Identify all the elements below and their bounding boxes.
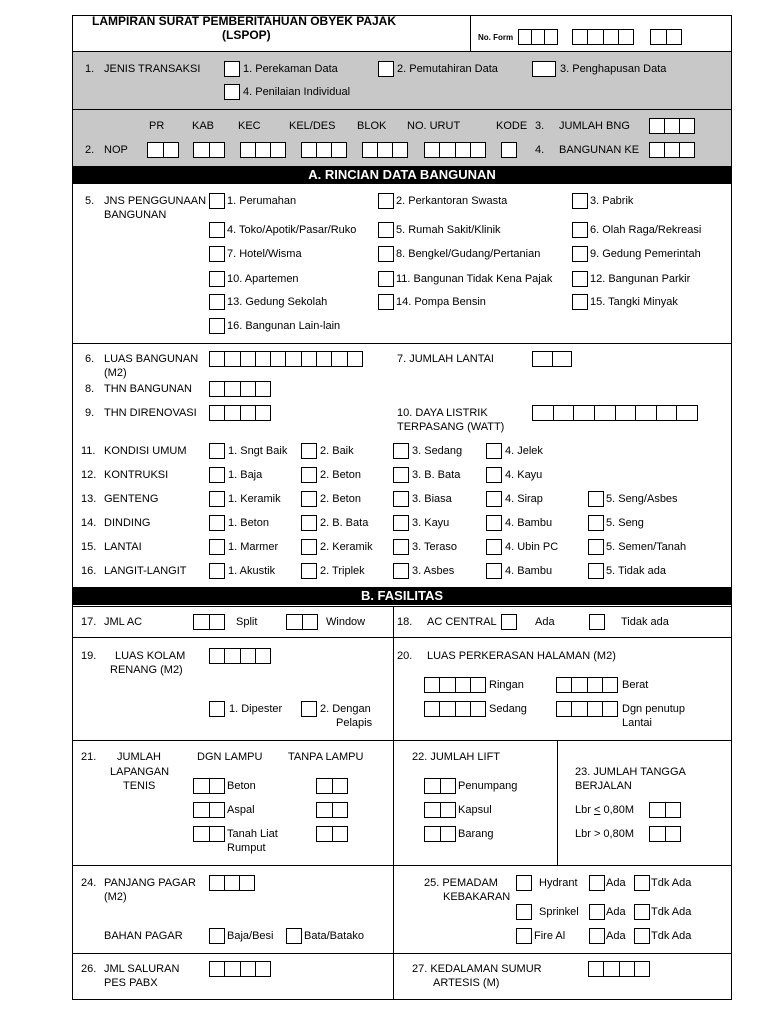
window-label: Window (326, 616, 366, 628)
apartemen-label: 10. Apartemen (227, 273, 299, 285)
option-label: 3. Teraso (412, 541, 458, 553)
option-label: 3. Sedang (412, 445, 463, 457)
berat-label: Berat (622, 679, 649, 691)
pabrik-label: 3. Pabrik (590, 195, 634, 207)
tenis-tanah-lampu-field[interactable] (193, 826, 225, 842)
s6-number: 6. (85, 353, 95, 365)
artesis-label: ARTESIS (M) (433, 977, 500, 989)
option-label: 4. Kayu (505, 469, 543, 481)
option-checkbox[interactable] (486, 563, 502, 579)
option-label: 1. Baja (228, 469, 263, 481)
option-checkbox[interactable] (486, 443, 502, 459)
pes-pabx-label: PES PABX (104, 977, 158, 989)
thn-bangunan-field[interactable] (209, 381, 271, 397)
option-label: 5. Semen/Tanah (606, 541, 687, 553)
s8-number: 8. (85, 383, 95, 395)
hydrant-label: Hydrant (539, 877, 578, 889)
row-label: KONDISI UMUM (104, 445, 187, 457)
gedung-sekolah-label: 13. Gedung Sekolah (227, 296, 328, 308)
toko-checkbox[interactable] (209, 222, 225, 238)
option-label: 2. Baik (320, 445, 354, 457)
no-form-field-2[interactable] (572, 29, 634, 45)
bangunan-parkir-label: 12. Bangunan Parkir (590, 273, 691, 285)
lift-penumpang-field[interactable] (424, 778, 456, 794)
hotel-checkbox[interactable] (209, 246, 225, 262)
rumah-sakit-label: 5. Rumah Sakit/Klinik (396, 224, 501, 236)
keldes-label: KEL/DES (289, 120, 336, 132)
bengkel-checkbox[interactable] (378, 246, 394, 262)
tidak-ada-label: Tidak ada (621, 616, 669, 628)
pompa-bensin-label: 14. Pompa Bensin (396, 296, 486, 308)
perkerasan-berat-field[interactable] (556, 677, 618, 693)
lift-kapsul-field[interactable] (424, 802, 456, 818)
penilaian-individual-checkbox[interactable] (224, 84, 240, 100)
renang-label: RENANG (M2) (110, 664, 183, 676)
tanah-liat-label: Tanah Liat (227, 828, 278, 840)
fire-alarm-ada-checkbox[interactable] (589, 928, 605, 944)
dgn-lampu-label: DGN LAMPU (197, 751, 263, 763)
perkerasan-dgn-penutup-field[interactable] (556, 701, 618, 717)
s20-number: 20. (397, 650, 413, 662)
option-checkbox[interactable] (209, 443, 225, 459)
option-label: 3. Kayu (412, 517, 450, 529)
perkantoran-label: 2. Perkantoran Swasta (396, 195, 508, 207)
bangunan-lain-checkbox[interactable] (209, 318, 225, 334)
lift-barang-field[interactable] (424, 826, 456, 842)
option-label: 2. Keramik (320, 541, 373, 553)
jumlah-lift-label: 22. JUMLAH LIFT (412, 751, 501, 763)
tenis-aspal-lampu-field[interactable] (193, 802, 225, 818)
pemutahiran-data-checkbox[interactable] (378, 61, 394, 77)
option-checkbox[interactable] (209, 563, 225, 579)
rumah-sakit-checkbox[interactable] (378, 222, 394, 238)
option-label: 3. B. Bata (412, 469, 461, 481)
tangki-minyak-label: 15. Tangki Minyak (590, 296, 678, 308)
divider (72, 606, 732, 607)
option-label: 3. Biasa (412, 493, 452, 505)
option-label: 4. Jelek (505, 445, 543, 457)
option-checkbox[interactable] (301, 443, 317, 459)
dengan-pelapis-checkbox[interactable] (301, 701, 317, 717)
hydrant-ada-label: Ada (606, 877, 626, 889)
divider (72, 865, 732, 866)
kode-label: KODE (496, 120, 528, 132)
perekaman-data-label: 1. Perekaman Data (243, 63, 338, 75)
panjang-pagar-field[interactable] (209, 875, 255, 891)
s9-number: 9. (85, 407, 95, 419)
luas-bangunan-unit: (M2) (104, 367, 127, 379)
option-checkbox[interactable] (588, 563, 604, 579)
row-number: 12. (81, 469, 97, 481)
perekaman-data-checkbox[interactable] (224, 61, 240, 77)
option-checkbox[interactable] (393, 563, 409, 579)
perumahan-checkbox[interactable] (209, 193, 225, 209)
option-checkbox[interactable] (301, 467, 317, 483)
option-label: 4. Sirap (505, 493, 543, 505)
rumput-label: Rumput (227, 842, 266, 854)
hydrant-checkbox[interactable] (516, 875, 532, 891)
form-frame (72, 15, 732, 1000)
gedung-sekolah-checkbox[interactable] (209, 294, 225, 310)
row-number: 11. (81, 445, 96, 457)
option-label: 2. Triplek (320, 565, 365, 577)
penumpang-label: Penumpang (458, 780, 518, 792)
ac-central-ada-checkbox[interactable] (501, 614, 517, 630)
jumlah-lantai-label: 7. JUMLAH LANTAI (397, 353, 494, 365)
form-title: LAMPIRAN SURAT PEMBERITAHUAN OBYEK PAJAK (92, 14, 397, 28)
row-label: KONTRUKSI (104, 469, 169, 481)
no-form-field-1[interactable] (518, 29, 558, 45)
bangunan-ke-field[interactable] (649, 142, 695, 158)
s21-number: 21. (81, 751, 97, 763)
nop-kode-field[interactable] (501, 142, 517, 158)
tanpa-lampu-label: TANPA LAMPU (288, 751, 364, 763)
option-checkbox[interactable] (393, 515, 409, 531)
beton-label: Beton (227, 780, 256, 792)
dipester-label: 1. Dipester (229, 703, 283, 715)
tangga-small-field[interactable] (649, 802, 681, 818)
s18-number: 18. (397, 616, 413, 628)
divider (557, 740, 558, 865)
ringan-label: Ringan (489, 679, 524, 691)
hydrant-ada-checkbox[interactable] (589, 875, 605, 891)
baja-besi-checkbox[interactable] (209, 928, 225, 944)
perumahan-label: 1. Perumahan (227, 195, 297, 207)
divider (393, 606, 394, 1000)
no-form-label: No. Form (478, 33, 514, 42)
option-label: 1. Akustik (228, 565, 276, 577)
no-form-field-3[interactable] (650, 29, 682, 45)
kedalaman-sumur-label: 27. KEDALAMAN SUMUR (412, 963, 542, 975)
bangunan-tidak-kena-pajak-checkbox[interactable] (378, 271, 394, 287)
tangki-minyak-checkbox[interactable] (572, 294, 588, 310)
dengan-label: 2. Dengan (320, 703, 371, 715)
nop-kab-field[interactable] (193, 142, 225, 158)
thn-direnovasi-label: THN DIRENOVASI (104, 407, 197, 419)
s3-number: 3. (535, 120, 545, 132)
penghapusan-data-checkbox[interactable] (532, 61, 556, 77)
form-subtitle: (LSPOP) (222, 28, 271, 42)
barang-label: Barang (458, 828, 494, 840)
pelapis-label: Pelapis (336, 717, 373, 729)
option-label: 5. Seng/Asbes (606, 493, 678, 505)
olah-raga-checkbox[interactable] (572, 222, 588, 238)
tenis-tanah-tanpa-field[interactable] (316, 826, 348, 842)
dgn-penutup-label: Dgn penutup (622, 703, 685, 715)
terpasang-label: TERPASANG (WATT) (397, 421, 505, 433)
option-label: 5. Seng (606, 517, 644, 529)
sprinkel-label: Sprinkel (539, 906, 579, 918)
perkerasan-sedang-field[interactable] (424, 701, 486, 717)
option-checkbox[interactable] (588, 515, 604, 531)
sprinkel-checkbox[interactable] (516, 904, 532, 920)
gedung-pemerintah-label: 9. Gedung Pemerintah (590, 248, 701, 260)
pabrik-checkbox[interactable] (572, 193, 588, 209)
nop-no-urut-field[interactable] (424, 142, 486, 158)
pemadam-label: 25. PEMADAM (424, 877, 498, 889)
tenis-aspal-tanpa-field[interactable] (316, 802, 348, 818)
gedung-pemerintah-checkbox[interactable] (572, 246, 588, 262)
fire-alarm-tdk-ada-checkbox[interactable] (634, 928, 650, 944)
option-label: 1. Keramik (228, 493, 281, 505)
ac-central-tidak-ada-checkbox[interactable] (589, 614, 605, 630)
jumlah-bng-field[interactable] (649, 118, 695, 134)
option-checkbox[interactable] (393, 443, 409, 459)
luas-kolam-label: LUAS KOLAM (115, 650, 186, 662)
divider (72, 343, 732, 344)
jumlah-bng-label: JUMLAH BNG (559, 120, 630, 132)
bangunan-lain-label: 16. Bangunan Lain-lain (227, 320, 341, 332)
berjalan-label: BERJALAN (575, 780, 632, 792)
ac-window-field[interactable] (286, 614, 318, 630)
tenis-label: TENIS (123, 780, 156, 792)
option-checkbox[interactable] (209, 491, 225, 507)
s4-number: 4. (535, 144, 545, 156)
luas-kolam-field[interactable] (209, 648, 271, 664)
divider (72, 740, 732, 741)
dipester-checkbox[interactable] (209, 701, 225, 717)
row-number: 15. (81, 541, 97, 553)
option-label: 2. Beton (320, 493, 361, 505)
nop-blok-field[interactable] (362, 142, 408, 158)
tenis-beton-tanpa-field[interactable] (316, 778, 348, 794)
daya-listrik-label: 10. DAYA LISTRIK (397, 407, 488, 419)
lbr-large-label: Lbr > 0,80M (575, 828, 635, 840)
no-urut-label: NO. URUT (407, 120, 461, 132)
hotel-label: 7. Hotel/Wisma (227, 248, 302, 260)
nop-pr-field[interactable] (147, 142, 179, 158)
option-checkbox[interactable] (393, 491, 409, 507)
thn-bangunan-label: THN BANGUNAN (104, 383, 193, 395)
kec-label: KEC (238, 120, 261, 132)
bata-batako-label: Bata/Batako (304, 930, 364, 942)
lapangan-label: LAPANGAN (110, 766, 170, 778)
pr-label: PR (149, 120, 165, 132)
jml-saluran-field[interactable] (209, 961, 271, 977)
jumlah-label: JUMLAH (117, 751, 162, 763)
row-number: 13. (81, 493, 97, 505)
row-label: DINDING (104, 517, 151, 529)
tenis-beton-lampu-field[interactable] (193, 778, 225, 794)
ac-split-field[interactable] (193, 614, 225, 630)
option-checkbox[interactable] (301, 539, 317, 555)
bangunan-ke-label: BANGUNAN KE (559, 144, 640, 156)
sedang-label: Sedang (489, 703, 527, 715)
row-label: LANTAI (104, 541, 142, 553)
luas-perkerasan-label: LUAS PERKERASAN HALAMAN (M2) (427, 650, 616, 662)
option-checkbox[interactable] (486, 515, 502, 531)
ac-central-label: AC CENTRAL (427, 616, 497, 628)
panjang-pagar-label: PANJANG PAGAR (104, 877, 196, 889)
jenis-transaksi-label: JENIS TRANSAKSI (104, 63, 201, 75)
jns-penggunaan-label: JNS PENGGUNAAN (104, 195, 207, 207)
s17-number: 17. (81, 616, 97, 628)
option-label: 1. Beton (228, 517, 269, 529)
jml-saluran-label: JML SALURAN (104, 963, 180, 975)
perkantoran-checkbox[interactable] (378, 193, 394, 209)
split-label: Split (236, 616, 258, 628)
option-label: 4. Ubin PC (505, 541, 559, 553)
fire-alarm-checkbox[interactable] (516, 928, 532, 944)
fire-alarm-tdk-ada-label: Tdk Ada (651, 930, 692, 942)
jumlah-tangga-label: 23. JUMLAH TANGGA (575, 766, 686, 778)
option-checkbox[interactable] (301, 515, 317, 531)
option-checkbox[interactable] (486, 539, 502, 555)
bangunan-label: BANGUNAN (104, 209, 167, 221)
kedalaman-sumur-field[interactable] (588, 961, 650, 977)
penghapusan-data-label: 3. Penghapusan Data (560, 63, 667, 75)
thn-direnovasi-field[interactable] (209, 405, 271, 421)
baja-besi-label: Baja/Besi (227, 930, 274, 942)
luas-bangunan-label: LUAS BANGUNAN (104, 353, 199, 365)
option-checkbox[interactable] (301, 563, 317, 579)
aspal-label: Aspal (227, 804, 255, 816)
option-label: 4. Bambu (505, 517, 553, 529)
row-label: LANGIT-LANGIT (104, 565, 187, 577)
sprinkel-tdk-ada-label: Tdk Ada (651, 906, 692, 918)
lantai-label: Lantai (622, 717, 652, 729)
daya-listrik-field[interactable] (532, 405, 698, 421)
bata-batako-checkbox[interactable] (286, 928, 302, 944)
option-checkbox[interactable] (588, 539, 604, 555)
s24-number: 24. (81, 877, 97, 889)
penilaian-individual-label: 4. Penilaian Individual (243, 86, 351, 98)
row-number: 14. (81, 517, 97, 529)
sprinkel-ada-label: Ada (606, 906, 626, 918)
kapsul-label: Kapsul (458, 804, 492, 816)
luas-bangunan-field[interactable] (209, 351, 363, 367)
toko-label: 4. Toko/Apotik/Pasar/Ruko (227, 224, 357, 236)
row-label: GENTENG (104, 493, 159, 505)
bangunan-parkir-checkbox[interactable] (572, 271, 588, 287)
option-checkbox[interactable] (209, 539, 225, 555)
s2-number: 2. (85, 144, 95, 156)
section-a-heading: A. RINCIAN DATA BANGUNAN (72, 166, 732, 184)
sprinkel-ada-checkbox[interactable] (589, 904, 605, 920)
bahan-pagar-label: BAHAN PAGAR (104, 930, 183, 942)
divider (72, 637, 732, 638)
s19-number: 19. (81, 650, 97, 662)
jumlah-lantai-field[interactable] (532, 351, 572, 367)
option-label: 3. Asbes (412, 565, 455, 577)
nop-keldes-field[interactable] (301, 142, 347, 158)
fire-alarm-label: Fire Al (534, 930, 566, 942)
s26-number: 26. (81, 963, 97, 975)
kab-label: KAB (192, 120, 215, 132)
s1-number: 1. (85, 63, 95, 75)
option-checkbox[interactable] (393, 539, 409, 555)
ada-label: Ada (535, 616, 555, 628)
option-checkbox[interactable] (209, 467, 225, 483)
option-checkbox[interactable] (486, 491, 502, 507)
option-checkbox[interactable] (486, 467, 502, 483)
apartemen-checkbox[interactable] (209, 271, 225, 287)
option-checkbox[interactable] (301, 491, 317, 507)
pompa-bensin-checkbox[interactable] (378, 294, 394, 310)
option-label: 5. Tidak ada (606, 565, 666, 577)
option-checkbox[interactable] (588, 491, 604, 507)
option-label: 1. Sngt Baik (228, 445, 288, 457)
section-b-heading: B. FASILITAS (72, 587, 732, 605)
option-checkbox[interactable] (393, 467, 409, 483)
s5-number: 5. (85, 195, 95, 207)
option-label: 2. Beton (320, 469, 361, 481)
nop-kec-field[interactable] (240, 142, 286, 158)
pagar-unit: (M2) (104, 891, 127, 903)
option-checkbox[interactable] (209, 515, 225, 531)
olah-raga-label: 6. Olah Raga/Rekreasi (590, 224, 702, 236)
bangunan-tidak-kena-pajak-label: 11. Bangunan Tidak Kena Pajak (396, 273, 553, 285)
hydrant-tdk-ada-label: Tdk Ada (651, 877, 692, 889)
fire-alarm-ada-label: Ada (606, 930, 626, 942)
option-label: 1. Marmer (228, 541, 279, 553)
blok-label: BLOK (357, 120, 387, 132)
divider (470, 15, 471, 51)
bengkel-label: 8. Bengkel/Gudang/Pertanian (396, 248, 541, 260)
divider (72, 109, 732, 110)
kebakaran-label: KEBAKARAN (443, 891, 511, 903)
hydrant-tdk-ada-checkbox[interactable] (634, 875, 650, 891)
option-label: 4. Bambu (505, 565, 553, 577)
nop-label: NOP (104, 144, 128, 156)
divider (72, 51, 732, 52)
jml-ac-label: JML AC (104, 616, 143, 628)
lbr-small-label: Lbr < 0,80M (575, 804, 635, 816)
sprinkel-tdk-ada-checkbox[interactable] (634, 904, 650, 920)
perkerasan-ringan-field[interactable] (424, 677, 486, 693)
pemutahiran-data-label: 2. Pemutahiran Data (397, 63, 498, 75)
option-label: 2. B. Bata (320, 517, 369, 529)
row-number: 16. (81, 565, 97, 577)
divider (72, 953, 732, 954)
tangga-large-field[interactable] (649, 826, 681, 842)
